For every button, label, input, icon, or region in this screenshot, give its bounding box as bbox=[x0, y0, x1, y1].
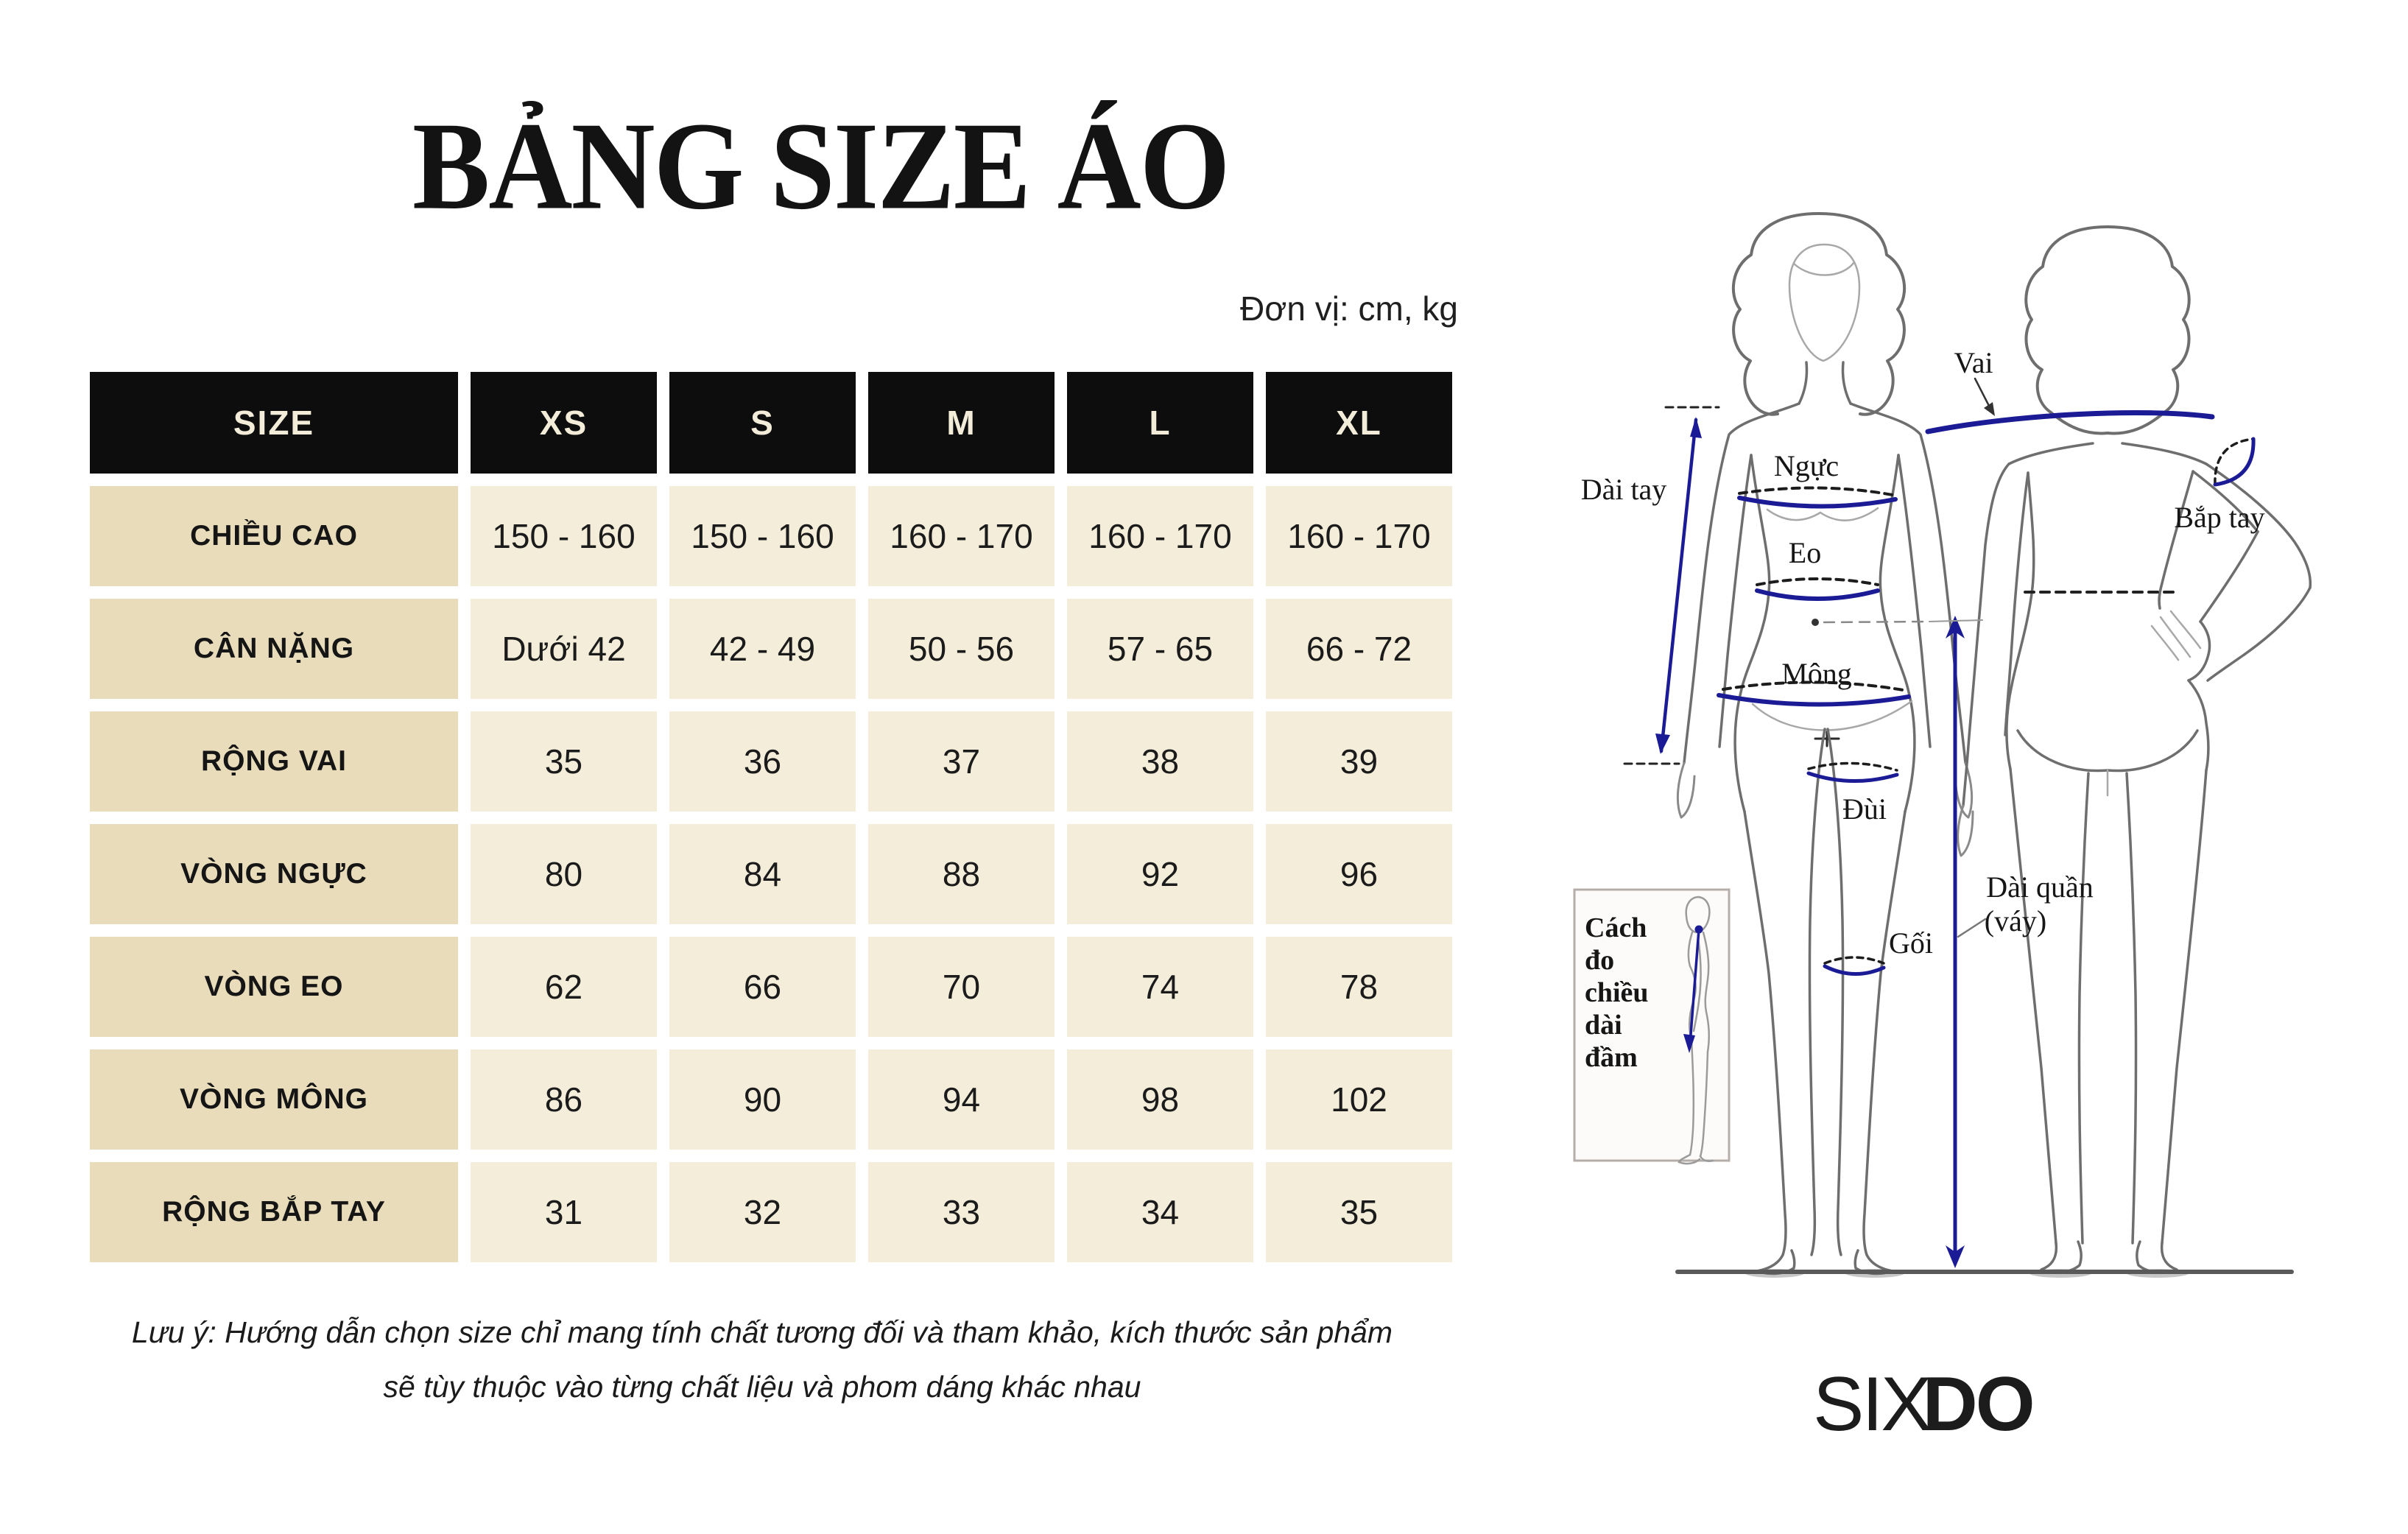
table-cell: 86 bbox=[471, 1049, 657, 1150]
table-cell: 78 bbox=[1266, 937, 1452, 1037]
table-cell: 160 - 170 bbox=[868, 486, 1055, 586]
table-cell: 32 bbox=[669, 1162, 856, 1262]
table-cell: 90 bbox=[669, 1049, 856, 1150]
table-cell: 66 - 72 bbox=[1266, 599, 1452, 699]
row-label: VÒNG NGỰC bbox=[90, 824, 458, 924]
size-table-header-cell: M bbox=[868, 372, 1055, 474]
table-cell: 50 - 56 bbox=[868, 599, 1055, 699]
box-note-line: đo bbox=[1585, 945, 1615, 976]
row-label: RỘNG VAI bbox=[90, 711, 458, 812]
footnote-line-2: sẽ tùy thuộc vào từng chất liệu và phom dáng khác nhau bbox=[383, 1370, 1141, 1404]
label-bicep: Bắp tay bbox=[2174, 501, 2265, 534]
label-bust: Ngực bbox=[1773, 449, 1840, 482]
unit-note: Đơn vị: cm, kg bbox=[1240, 289, 1458, 328]
body-measurement-figure bbox=[1510, 184, 2408, 1333]
label-pants-length: Dài quần bbox=[1986, 870, 2094, 904]
row-label: CÂN NẶNG bbox=[90, 599, 458, 699]
footnote-line-1: Lưu ý: Hướng dẫn chọn size chỉ mang tính chất tương đối và tham khảo, kích thước sản phẩm bbox=[131, 1315, 1393, 1349]
box-note-line: chiều bbox=[1585, 977, 1649, 1008]
box-note-line: dài bbox=[1585, 1010, 1622, 1041]
table-cell: 38 bbox=[1067, 711, 1253, 812]
box-note-line: đầm bbox=[1585, 1042, 1638, 1073]
table-cell: 150 - 160 bbox=[669, 486, 856, 586]
table-cell: 35 bbox=[1266, 1162, 1452, 1262]
back-figure bbox=[1958, 227, 2311, 1278]
table-cell: 35 bbox=[471, 711, 657, 812]
label-skirt: (váy) bbox=[1984, 904, 2047, 937]
table-cell: 36 bbox=[669, 711, 856, 812]
table-cell: Dưới 42 bbox=[471, 599, 657, 699]
table-cell: 37 bbox=[868, 711, 1055, 812]
measure-guide-box bbox=[1574, 890, 1729, 1164]
table-cell: 42 - 49 bbox=[669, 599, 856, 699]
size-table-header-cell: SIZE bbox=[90, 372, 458, 474]
measurement-diagram bbox=[1510, 184, 2408, 1333]
size-table-header-cell: XS bbox=[471, 372, 657, 474]
table-cell: 160 - 170 bbox=[1067, 486, 1253, 586]
table-cell: 160 - 170 bbox=[1266, 486, 1452, 586]
page-title: BẢNG SIZE ÁO bbox=[412, 96, 1229, 236]
table-cell: 88 bbox=[868, 824, 1055, 924]
row-label: VÒNG EO bbox=[90, 937, 458, 1037]
table-cell: 57 - 65 bbox=[1067, 599, 1253, 699]
row-label: VÒNG MÔNG bbox=[90, 1049, 458, 1150]
table-cell: 66 bbox=[669, 937, 856, 1037]
table-cell: 84 bbox=[669, 824, 856, 924]
table-cell: 33 bbox=[868, 1162, 1055, 1262]
sleeve-length-arrow bbox=[1624, 407, 1719, 764]
row-label: CHIỀU CAO bbox=[90, 486, 458, 586]
shoulder-measure-line bbox=[1928, 412, 2212, 432]
label-thigh: Đùi bbox=[1842, 792, 1887, 826]
box-note-line: Cách bbox=[1585, 912, 1647, 943]
size-table-header-cell: S bbox=[669, 372, 856, 474]
table-cell: 96 bbox=[1266, 824, 1452, 924]
table-cell: 98 bbox=[1067, 1049, 1253, 1150]
label-shoulder: Vai bbox=[1954, 346, 1993, 379]
table-cell: 31 bbox=[471, 1162, 657, 1262]
table-cell: 62 bbox=[471, 937, 657, 1037]
size-table-header-cell: XL bbox=[1266, 372, 1452, 474]
table-cell: 150 - 160 bbox=[471, 486, 657, 586]
label-hip: Mông bbox=[1781, 657, 1852, 690]
table-cell: 70 bbox=[868, 937, 1055, 1037]
table-cell: 39 bbox=[1266, 711, 1452, 812]
footnote bbox=[96, 1305, 1429, 1414]
brand-logo bbox=[1813, 1361, 2033, 1449]
length-arrow bbox=[1946, 616, 1965, 1268]
brand-logo-do: DO bbox=[1922, 1362, 2033, 1447]
table-cell: 74 bbox=[1067, 937, 1253, 1037]
table-cell: 80 bbox=[471, 824, 657, 924]
label-waist: Eo bbox=[1788, 536, 1822, 569]
table-cell: 102 bbox=[1266, 1049, 1452, 1150]
size-table-header-cell: L bbox=[1067, 372, 1253, 474]
brand-logo-six: SIX bbox=[1813, 1362, 1930, 1447]
row-label: RỘNG BẮP TAY bbox=[90, 1162, 458, 1262]
label-sleeve-length: Dài tay bbox=[1580, 473, 1667, 506]
table-cell: 94 bbox=[868, 1049, 1055, 1150]
label-knee: Gối bbox=[1889, 926, 1933, 960]
size-table bbox=[90, 372, 1452, 1262]
shoulder-pointer-arrow bbox=[1975, 379, 1995, 416]
table-cell: 92 bbox=[1067, 824, 1253, 924]
table-cell: 34 bbox=[1067, 1162, 1253, 1262]
